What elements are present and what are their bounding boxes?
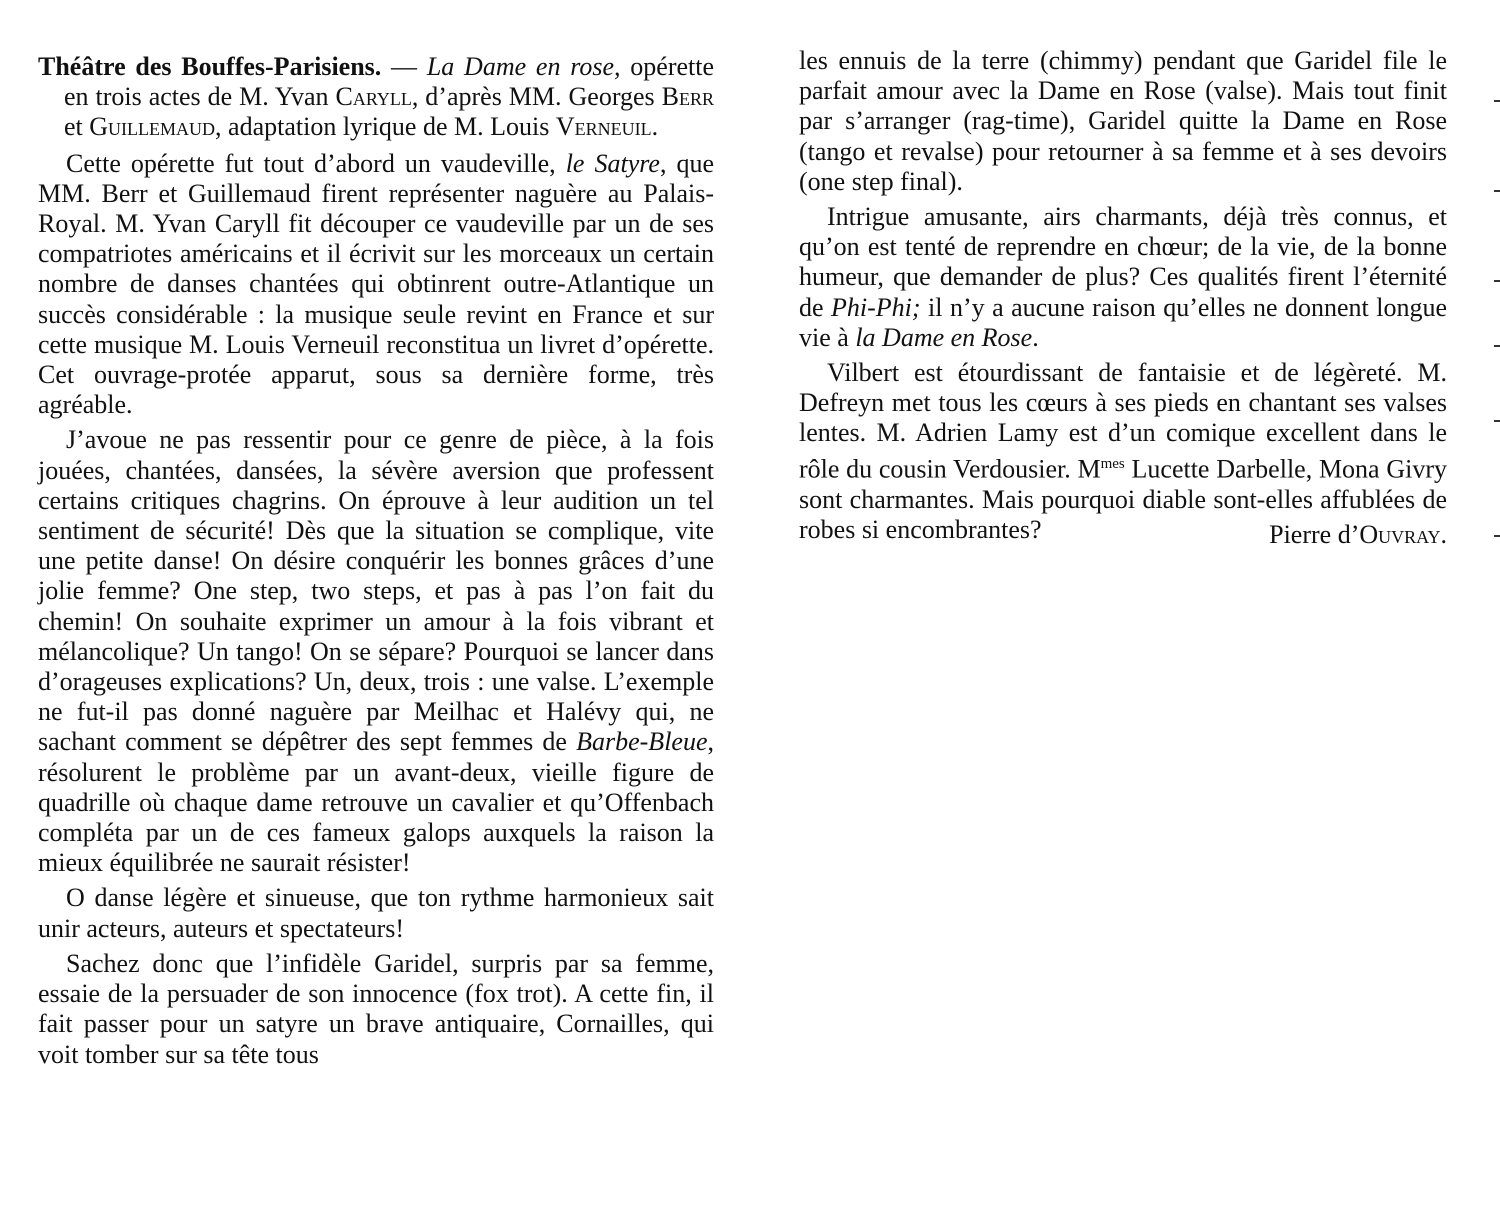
paragraph-ode-to-dance: O danse légère et sinueuse, que ton rythme harmonieux sait unir acteurs, auteurs et spectateurs! <box>38 883 714 943</box>
author-guillemaud: Guillemaud <box>89 112 216 142</box>
paragraph-dance-defense: J’avoue ne pas ressentir pour ce genre de pièce, à la fois jouées, chantées, dansées, la sévère aversion que professent certains critiques chagrins. On éprouve à leur audition un tel sentiment de sécurité! Dès que la situation se complique, vite une petite danse! On désire conquérir les bonnes grâces d’une jolie femme? One step, two steps, et pas à pas l’on fait du chemin! On souhaite exprimer un amour à la fois vibrant et mélancolique? Un tango! On se sépare? Pourquoi se lancer dans d’orageuses explications? Un, deux, trois : une valse. L’exemple ne fut-il pas donné naguère par Meilhac et Halévy qui, ne sachant comment se dépêtrer des sept femmes de Barbe-Bleue, résolurent le problème par un avant-deux, vieille figure de quadrille où chaque dame retrouve un cavalier et qu’Offenbach compléta par un de ces fameux galops auxquels la raison la mieux équilibrée ne saurait résister! <box>38 425 714 878</box>
margin-mark <box>1494 535 1500 537</box>
margin-mark <box>1494 100 1500 102</box>
paragraph-cast: Vilbert est étourdissant de fantaisie et de légèreté. M. Defreyn met tous les cœurs à ses pieds en chantant ses valses lentes. M. Adrien Lamy est d’un comique excellent dans le rôle du cousin Verdousier. $M^{mes}$ Lucette Darbelle, Mona Givry sont charmantes. Mais pourquoi diable sont-elles affublées de robes si encombrantes? <box>799 358 1447 544</box>
margin-mark <box>1494 190 1500 192</box>
margin-mark <box>1494 345 1500 347</box>
paragraph-origins: Cette opérette fut tout d’abord un vaudeville, le Satyre, que MM. Berr et Guillemaud firent représenter naguère au Palais-Royal. M. Yvan Caryll fit découper ce vaudeville par un de ses compatriotes américains et il écrivit sur les morceaux un certain nombre de danses chantées qui obtinrent outre-Atlantique un succès considérable : la musique seule revint en France et sur cette musique M. Louis Verneuil reconstitua un livret d’opérette. Cet ouvrage-protée apparut, sous sa dernière forme, très agréable. <box>38 148 714 420</box>
left-column <box>38 52 714 1070</box>
paragraph-verdict: Intrigue amusante, airs charmants, déjà très connus, et qu’on est tenté de reprendre en chœur; de la vie, de la bonne humeur, que demander de plus? Ces qualités firent l’éternité de Phi-Phi; il n’y a aucune raison qu’elles ne donnent longue vie à la Dame en Rose. <box>799 202 1447 352</box>
right-column <box>799 46 1447 550</box>
adapter-name: Verneuil <box>555 112 652 142</box>
composer-name: Caryll <box>335 82 412 112</box>
review-heading: Théâtre des Bouffes-Parisiens. — La Dame en rose, opérette en trois actes de M. Yvan Caryll, d’après MM. Georges Berr et Guillemaud, adaptation lyrique de M. Louis Verneuil. <box>38 52 715 142</box>
signature: Pierre d’Ouvray. <box>1269 519 1447 549</box>
margin-mark <box>1494 420 1500 422</box>
paragraph-plot-part-2: les ennuis de la terre (chimmy) pendant que Garidel file le parfait amour avec la Dame en Rose (valse). Mais tout finit par s’arranger (rag-time), Garidel quitte la Dame en Rose (tango et revalse) pour retourner à sa femme et à ses devoirs (one step final). <box>799 46 1447 196</box>
paragraph-plot-part-1: Sachez donc que l’infidèle Garidel, surpris par sa femme, essaie de la persuader de son innocence (fox trot). A cette fin, il fait passer pour un satyre un brave antiquaire, Cornailles, qui voit tomber sur sa tête tous <box>38 948 714 1069</box>
margin-mark <box>1494 280 1500 282</box>
theatre-name: Théâtre des Bouffes-Parisiens. <box>38 52 382 81</box>
author-berr: Berr <box>661 82 714 112</box>
play-title: La Dame en rose, <box>426 52 621 81</box>
